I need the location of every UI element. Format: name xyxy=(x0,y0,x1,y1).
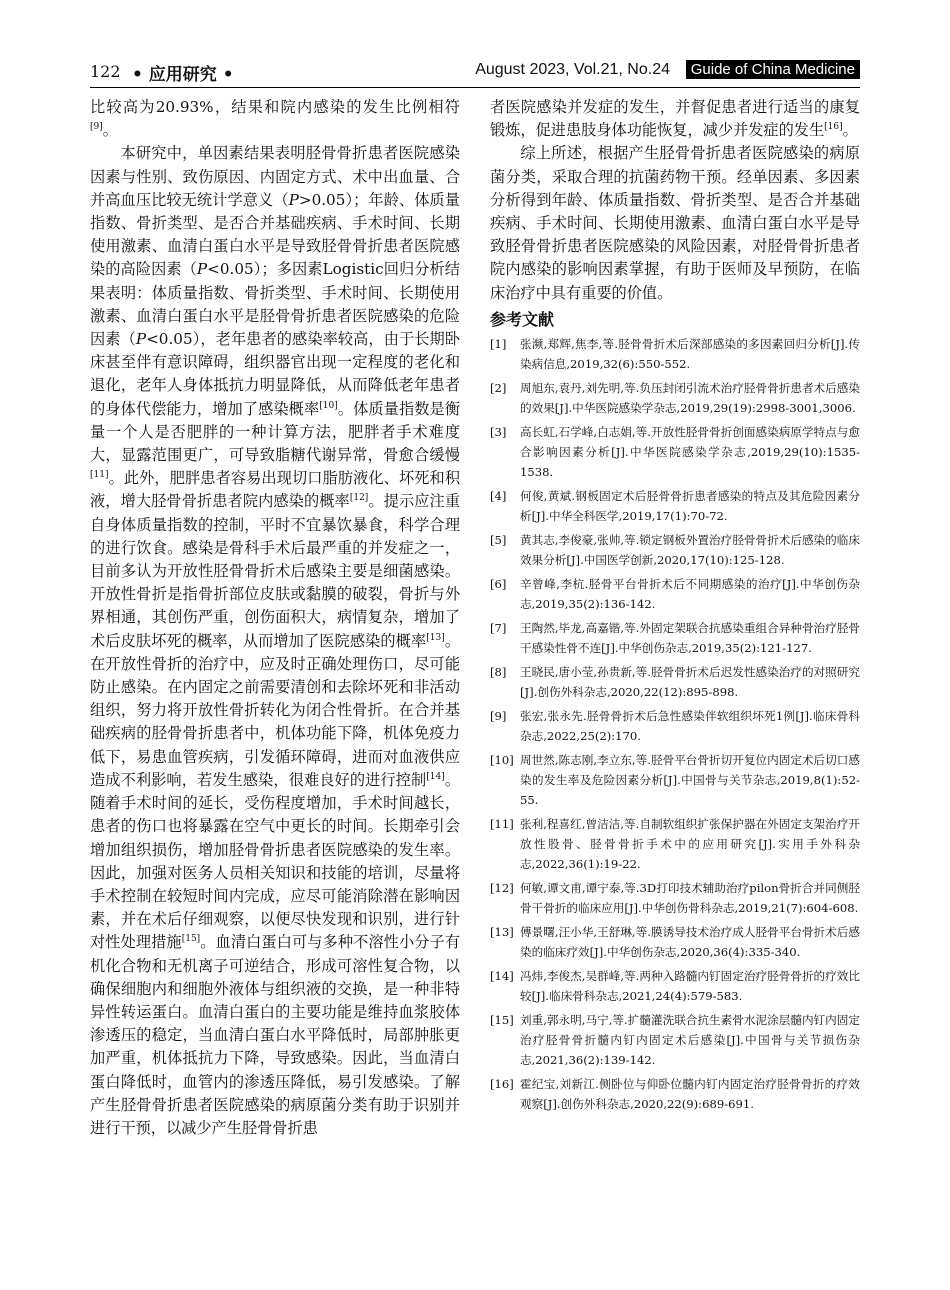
text-segment: 。在开放性骨折的治疗中，应及时正确处理伤口，尽可能防止感染。在内固定之前需要清创和去除坏死和非活动组织，努力将开放性骨折转化为闭合性骨折。在合并基础疾病的胫骨骨折患者中，机体功能下降，机体免疫力低下，易患血管疾病，引发循环障碍，进而对血液供应造成不利影响，若发生感染，很难良好的进行控制 xyxy=(90,631,461,789)
reference-item xyxy=(490,1010,860,1070)
text-segment: <0.05），老年患者的感染率较高，由于长期卧床甚至伴有意识障碍，组织器官出现一定程度的老化和退化，老年人身体抵抗力明显降低，从而降低老年患者的身体代偿能力，增加了感染概率 xyxy=(90,330,461,418)
reference-number: [2] xyxy=(490,380,507,395)
reference-text: 黄其志,李俊豪,张帅,等.锁定钢板外置治疗胫骨骨折术后感染的临床效果分析[J].中国医学创新,2020,17(10):125-128. xyxy=(520,532,860,567)
continued-paragraph: 比较高为20.93%，结果和院内感染的发生比例相符[9]。 xyxy=(90,98,460,140)
journal-issue-info: August 2023, Vol.21, No.24 xyxy=(475,61,670,78)
reference-text: 张宏,张永先.胫骨骨折术后急性感染伴软组织坏死1例[J].临床骨科杂志,2022,25(2):170. xyxy=(520,708,860,743)
reference-number: [3] xyxy=(490,424,507,439)
reference-item xyxy=(490,922,860,962)
reference-text: 周旭东,袁丹,刘先明,等.负压封闭引流术治疗胫骨骨折患者术后感染的效果[J].中华医院感染学杂志,2019,29(19):2998-3001,3006. xyxy=(520,380,860,415)
citation-sup: [13] xyxy=(426,632,445,643)
text-segment: 本研究中，单因素结果表明胫骨骨折患者医院感染因素与性别、致伤原因、内固定方式、术中出血量、合并高血压比较无统计学意义（ xyxy=(90,144,460,209)
page-number: 122 xyxy=(90,62,121,81)
text-segment: >0.05）；年龄、体质量指数、骨折类型、是否合并基础疾病、手术时间、长期使用激素、血清白蛋白水平是导致胫骨骨折患者医院感染的高险因素（ xyxy=(90,190,460,279)
reference-item xyxy=(490,878,860,918)
citation-sup: [12] xyxy=(349,493,369,504)
reference-number: [13] xyxy=(490,924,514,939)
reference-number: [10] xyxy=(490,752,514,767)
reference-number: [16] xyxy=(490,1076,514,1091)
reference-number: [15] xyxy=(490,1012,514,1027)
reference-item xyxy=(490,378,860,418)
reference-item xyxy=(490,334,860,374)
reference-number: [12] xyxy=(490,880,514,895)
section-title: • 应用研究 • xyxy=(132,65,234,85)
text-segment: 。体质量指数是衡量一个人是否肥胖的一种计算方法，肥胖者手术难度大，显露范围更广，可导致脂糖代谢异常，骨愈合缓慢 xyxy=(90,399,461,465)
citation-sup: [11] xyxy=(90,470,109,481)
reference-item xyxy=(490,530,860,570)
reference-text: 张濒,郑辉,焦李,等.胫骨骨折术后深部感染的多因素回归分析[J].传染病信息,2019,32(6):550-552. xyxy=(520,336,860,371)
reference-text: 高长虹,石学峰,白志娟,等.开放性胫骨骨折创面感染病原学特点与愈合影响因素分析[J].中华医院感染学杂志,2019,29(10):1535-1538. xyxy=(520,424,860,479)
right-column xyxy=(490,96,860,1118)
header-divider xyxy=(90,87,860,88)
text-segment: 。此外，肥胖患者容易出现切口脂肪液化、坏死和积液，增大胫骨骨折患者院内感染的概率 xyxy=(90,469,460,511)
reference-text: 王陶然,毕龙,高嘉锴,等.外固定架联合抗感染重组合异种骨治疗胫骨干感染性骨不连[J].中华创伤杂志,2019,35(2):121-127. xyxy=(520,620,860,655)
reference-item xyxy=(490,618,860,658)
reference-item xyxy=(490,706,860,746)
reference-number: [1] xyxy=(490,336,507,351)
reference-item xyxy=(490,662,860,702)
page-header xyxy=(90,60,860,86)
reference-number: [8] xyxy=(490,664,507,679)
text-segment: <0.05）；多因素Logistic回归分析结果表明：体质量指数、骨折类型、手术时间、长期使用激素、血清白蛋白水平是胫骨骨折患者医院感染的危险因素（ xyxy=(90,260,460,349)
reference-item xyxy=(490,966,860,1006)
reference-text: 王晓民,唐小莹,孙贵新,等.胫骨骨折术后迟发性感染治疗的对照研究[J].创伤外科杂志,2020,22(12):895-898. xyxy=(520,664,860,699)
citation-sup: [14] xyxy=(426,771,445,782)
stat-symbol: P xyxy=(288,190,299,209)
stat-symbol: P xyxy=(135,330,147,349)
reference-text: 何敏,谭文甫,谭宁泰,等.3D打印技术辅助治疗pilon骨折合并同侧胫骨干骨折的临床应用[J].中华创伤骨科杂志,2019,21(7):604-608. xyxy=(520,880,860,915)
references-heading: 参考文献 xyxy=(490,309,555,329)
reference-number: [14] xyxy=(490,968,514,983)
reference-number: [9] xyxy=(490,708,507,723)
text-segment: 。随着手术时间的延长，受伤程度增加，手术时间越长，患者的伤口也将暴露在空气中更长的时间。长期牵引会增加组织损伤，增加胫骨骨折患者医院感染的发生率。因此，加强对医务人员相关知识和技能的培训，尽量将手术控制在较短时间内完成，应尽可能消除潜在影响因素，并在术后仔细观察，以便尽快发现和识别，进行针对性处理措施 xyxy=(90,770,461,952)
reference-text: 张利,程喜红,曾洁洁,等.自制软组织扩张保护器在外固定支架治疗开放性股骨、胫骨骨折手术中的应用研究[J].实用手外科杂志,2022,36(1):19-22. xyxy=(520,816,860,871)
reference-number: [11] xyxy=(490,816,514,831)
left-column xyxy=(90,96,460,1140)
discussion-paragraph xyxy=(90,142,460,1140)
reference-item xyxy=(490,814,860,874)
reference-text: 周世然,陈志刚,李立东,等.胫骨平台骨折切开复位内固定术后切口感染的发生率及危险因素分析[J].中国骨与关节杂志,2019,8(1):52-55. xyxy=(520,752,860,807)
reference-number: [4] xyxy=(490,488,507,503)
journal-name-badge: Guide of China Medicine xyxy=(686,60,860,79)
reference-text: 刘重,郭永明,马宁,等.扩髓灌洗联合抗生素骨水泥涂层髓内钉内固定治疗胫骨骨折髓内钉内固定术后感染[J].中国骨与关节损伤杂志,2021,36(2):139-142. xyxy=(520,1012,860,1067)
reference-item xyxy=(490,1074,860,1114)
citation-sup: [10] xyxy=(319,400,338,411)
reference-text: 冯炜,李俊杰,吴群峰,等.两种入路髓内钉固定治疗胫骨骨折的疗效比较[J].临床骨科杂志,2021,24(4):579-583. xyxy=(520,968,860,1003)
text-segment: 。提示应注重自身体质量指数的控制，平时不宜暴饮暴食，科学合理的进行饮食。感染是骨科手术后最严重的并发症之一，目前多认为开放性胫骨骨折术后感染主要是细菌感染。开放性骨折是指骨折部位皮肤或黏膜的破裂，骨折与外界相通，其创伤严重，创伤面积大，病情复杂，增加了术后皮肤坏死的概率，从而增加了医院感染的概率 xyxy=(90,492,461,650)
reference-list xyxy=(490,334,860,1114)
continued-paragraph-right: 者医院感染并发症的发生，并督促患者进行适当的康复锻炼，促进患肢身体功能恢复，减少并发症的发生[16]。 xyxy=(490,98,860,140)
stat-symbol: P xyxy=(196,260,208,279)
reference-number: [6] xyxy=(490,576,507,591)
reference-item xyxy=(490,422,860,482)
citation-sup: [15] xyxy=(181,934,201,945)
reference-number: [5] xyxy=(490,532,507,547)
reference-number: [7] xyxy=(490,620,507,635)
reference-text: 傅景曙,汪小华,王舒琳,等.膜诱导技术治疗成人胫骨平台骨折术后感染的临床疗效[J].中华创伤杂志,2020,36(4):335-340. xyxy=(520,924,860,959)
reference-item xyxy=(490,750,860,810)
conclusion-paragraph: 综上所述，根据产生胫骨骨折患者医院感染的病原菌分类，采取合理的抗菌药物干预。经单因素、多因素分析得到年龄、体质量指数、骨折类型、是否合并基础疾病、手术时间、长期使用激素、血清白蛋白水平是导致胫骨骨折患者医院感染的风险因素，对胫骨骨折患者院内感染的影响因素掌握，有助于医师及早预防，在临床治疗中具有重要的价值。 xyxy=(490,144,860,302)
reference-text: 霍纪宝,刘新江.侧卧位与仰卧位髓内钉内固定治疗胫骨骨折的疗效观察[J].创伤外科杂志,2020,22(9):689-691. xyxy=(520,1076,860,1111)
reference-text: 辛曾峰,李杭.胫骨平台骨折术后不同期感染的治疗[J].中华创伤杂志,2019,35(2):136-142. xyxy=(520,576,860,611)
text-segment: 。血清白蛋白可与多种不溶性小分子有机化合物和无机离子可逆结合，形成可溶性复合物，以确保细胞内和细胞外液体与组织液的交换，是一种非特异性转运蛋白。血清白蛋白的主要功能是维持血浆胶体渗透压的稳定，当血清白蛋白水平降低时，局部肿胀更加严重，机体抵抗力下降，导致感染。因此，当血清白蛋白降低时，血管内的渗透压降低，易引发感染。了解产生胫骨骨折患者医院感染的病原菌分类有助于识别并进行干预，以减少产生胫骨骨折患 xyxy=(90,933,461,1137)
reference-item xyxy=(490,574,860,614)
reference-text: 何俊,黄斌.钢板固定术后胫骨骨折患者感染的特点及其危险因素分析[J].中华全科医学,2019,17(1):70-72. xyxy=(520,488,860,523)
reference-item xyxy=(490,486,860,526)
